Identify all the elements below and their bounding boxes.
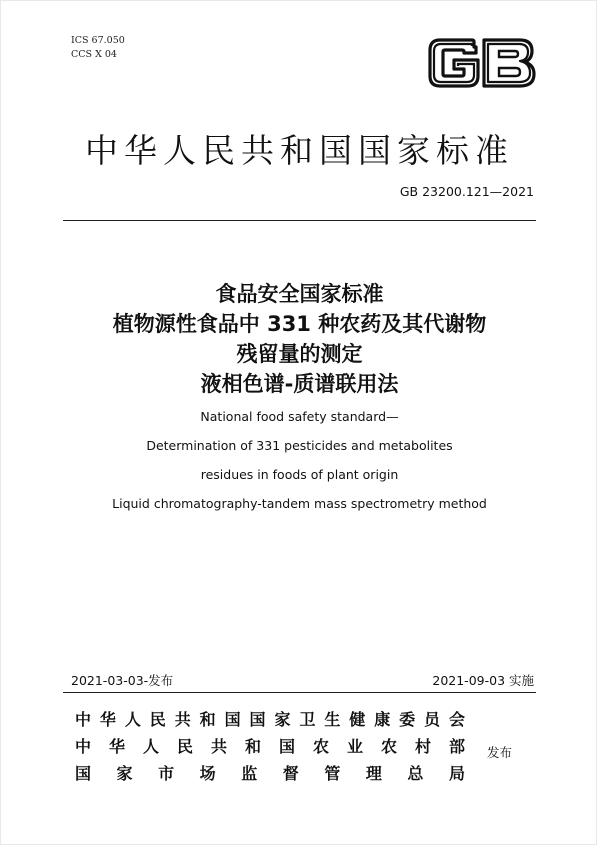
chinese-title-line: 液相色谱-质谱联用法 xyxy=(200,372,399,396)
chinese-title-block xyxy=(1,279,597,399)
publish-label: 发布 xyxy=(487,745,513,760)
english-title-line: Liquid chromatography-tandem mass spectrometry method xyxy=(112,496,487,511)
issuing-authorities xyxy=(75,706,465,787)
chinese-title-line: 残留量的测定 xyxy=(236,342,363,366)
english-title-line: Determination of 331 pesticides and metabolites xyxy=(146,438,453,453)
top-divider xyxy=(63,220,536,221)
standard-number: GB 23200.121—2021 xyxy=(399,184,534,199)
english-title-block xyxy=(1,402,597,518)
issuer-agriculture-ministry: 中华人民共和国农业农村部 xyxy=(75,737,465,756)
ics-code: ICS 67.050 xyxy=(71,35,125,46)
english-title-line: residues in foods of plant origin xyxy=(200,467,399,482)
issuer-health-commission: 中华人民共和国国家卫生健康委员会 xyxy=(75,710,465,729)
issue-date: 2021-03-03-发布 xyxy=(71,673,174,688)
gb-logo-text: GB xyxy=(428,38,430,39)
english-title-line: National food safety standard— xyxy=(200,409,399,424)
classification-codes xyxy=(71,34,125,62)
bottom-divider xyxy=(63,692,536,693)
implementation-date: 2021-09-03 实施 xyxy=(432,673,534,688)
issuer-market-regulation: 国家市场监督管理总局 xyxy=(75,764,465,783)
national-standard-title: 中华人民共和国国家标准 xyxy=(85,131,514,170)
gb-logo xyxy=(428,38,536,88)
ccs-code: CCS X 04 xyxy=(71,49,117,60)
chinese-title-line: 食品安全国家标准 xyxy=(215,282,384,306)
chinese-title-line: 植物源性食品中 331 种农药及其代谢物 xyxy=(112,312,487,336)
